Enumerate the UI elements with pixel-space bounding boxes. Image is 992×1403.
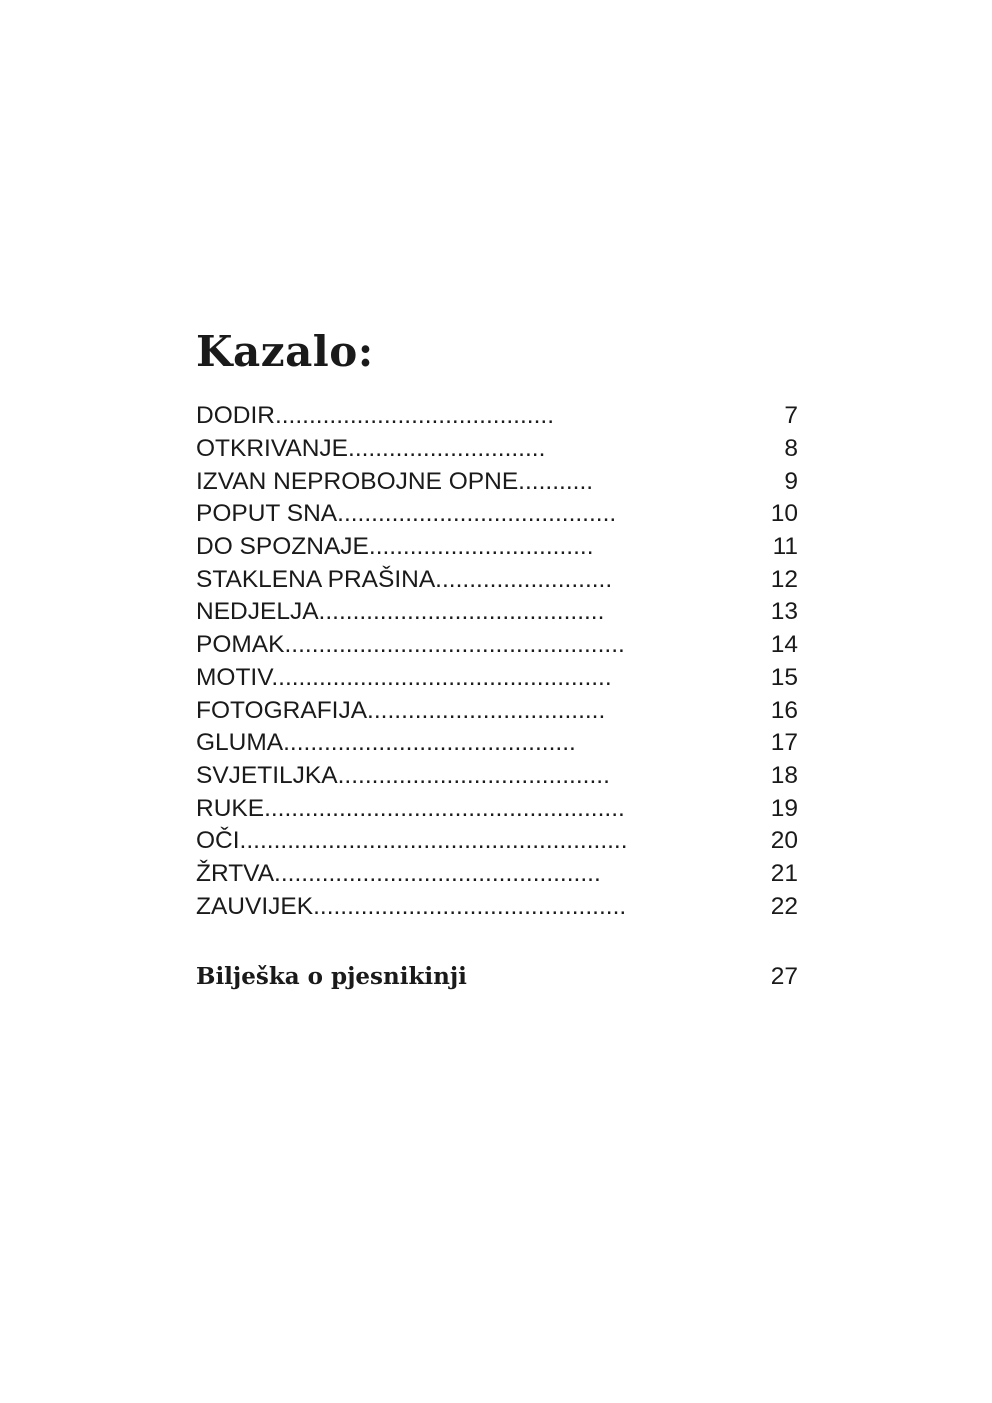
toc-entry-text: OČI......................................................... [196,827,628,855]
toc-page-number: 16 [770,696,798,724]
toc-entry-text: POPUT SNA......................................... [196,500,617,528]
author-note-page-number: 27 [770,963,798,990]
toc-page-number: 22 [770,892,798,920]
toc-row [196,694,798,727]
toc-page-number: 18 [770,761,798,789]
toc-page-number: 11 [772,533,798,561]
toc-entry-text: FOTOGRAFIJA................................... [196,696,606,724]
toc-row [196,498,798,531]
toc-entry-text: ŽRTVA................................................ [196,859,601,887]
toc-page-number: 7 [784,402,798,430]
toc-entry-text: OTKRIVANJE............................. [196,435,546,463]
toc-entry-text: GLUMA........................................... [196,729,576,757]
toc-entry-text: POMAK.................................................. [196,631,625,659]
toc-page-number: 14 [770,631,798,659]
toc-entry-text: NEDJELJA.......................................... [196,598,605,626]
toc-page-number: 19 [770,794,798,822]
toc-entry-text: IZVAN NEPROBOJNE OPNE........... [196,467,594,495]
toc-entry-text: MOTIV.................................................. [196,663,612,691]
toc-row [196,400,798,433]
toc-row [196,792,798,825]
author-note-row [196,960,798,994]
toc-list [196,400,798,923]
toc-row [196,433,798,466]
toc-page-number: 15 [770,663,798,691]
toc-row [196,465,798,498]
author-note-label: Bilješka o pjesnikinji [196,963,467,990]
toc-entry-text: DODIR......................................... [196,402,555,430]
toc-row [196,858,798,891]
toc-entry-text: ZAUVIJEK.............................................. [196,892,627,920]
toc-row [196,662,798,695]
toc-row [196,531,798,564]
toc-row [196,596,798,629]
toc-title: Kazalo: [196,327,374,376]
toc-page-number: 20 [770,827,798,855]
toc-row [196,563,798,596]
toc-entry-text: STAKLENA PRAŠINA.......................... [196,565,613,593]
toc-page-number: 10 [770,500,798,528]
toc-page-number: 9 [784,467,798,495]
toc-page-number: 8 [784,435,798,463]
toc-row [196,760,798,793]
toc-page-number: 12 [770,565,798,593]
toc-page-number: 21 [770,859,798,887]
toc-entry-text: DO SPOZNAJE................................. [196,533,594,561]
toc-page-number: 17 [770,729,798,757]
toc-row [196,890,798,923]
toc-row [196,727,798,760]
toc-row [196,825,798,858]
toc-row [196,629,798,662]
toc-entry-text: RUKE..................................................... [196,794,625,822]
toc-entry-text: SVJETILJKA........................................ [196,761,610,789]
toc-page-number: 13 [770,598,798,626]
